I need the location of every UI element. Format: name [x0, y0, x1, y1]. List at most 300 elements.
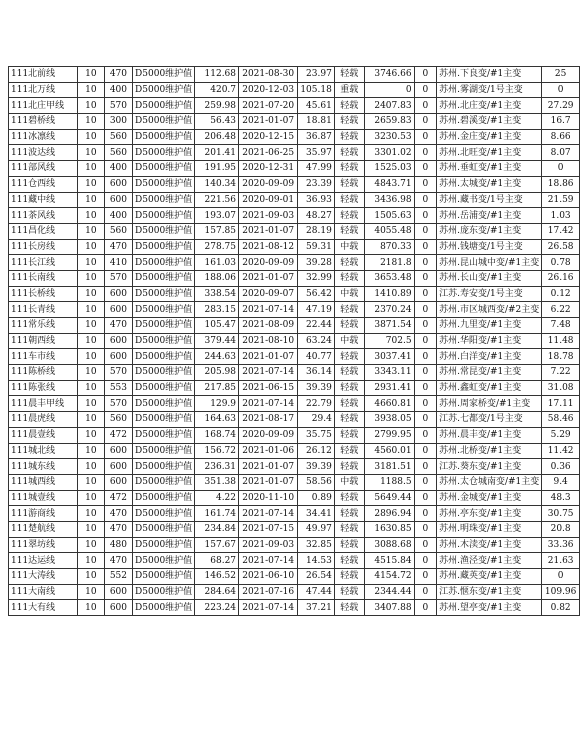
cell-load-status: 轻载 [334, 255, 364, 271]
cell-capacity: 600 [104, 584, 132, 600]
cell-current: 217.85 [195, 380, 239, 396]
cell-source: D5000维护值 [133, 208, 195, 224]
cell-substation: 江苏.寿安变/1号主变 [437, 286, 542, 302]
cell-substation: 苏州.明珠变/#1主变 [437, 521, 542, 537]
cell-voltage: 10 [77, 145, 104, 161]
cell-line-name: 111大涛线 [9, 569, 78, 585]
cell-load-rate: 39.39 [298, 380, 335, 396]
cell-line-name: 111冰凛线 [9, 129, 78, 145]
cell-load-status: 轻载 [334, 459, 364, 475]
cell-remaining: 26.58 [542, 239, 580, 255]
cell-current: 191.95 [195, 161, 239, 177]
table-row [9, 474, 580, 490]
cell-capacity: 600 [104, 333, 132, 349]
cell-line-name: 111藏中线 [9, 192, 78, 208]
table-row [9, 161, 580, 177]
cell-zero-flag: 0 [414, 427, 437, 443]
table-row [9, 114, 580, 130]
cell-capacity: 570 [104, 98, 132, 114]
cell-date: 2021-08-17 [239, 412, 298, 428]
cell-load-rate: 40.77 [298, 349, 335, 365]
cell-capacity: 400 [104, 82, 132, 98]
cell-capacity: 552 [104, 569, 132, 585]
cell-date: 2021-08-12 [239, 239, 298, 255]
cell-zero-flag: 0 [414, 67, 437, 83]
cell-line-name: 111车市线 [9, 349, 78, 365]
cell-current: 56.43 [195, 114, 239, 130]
cell-available-capacity: 2659.83 [364, 114, 414, 130]
table-row [9, 553, 580, 569]
cell-source: D5000维护值 [133, 114, 195, 130]
cell-available-capacity: 1188.5 [364, 474, 414, 490]
cell-current: 244.63 [195, 349, 239, 365]
cell-voltage: 10 [77, 521, 104, 537]
cell-remaining: 30.75 [542, 506, 580, 522]
cell-date: 2021-06-10 [239, 569, 298, 585]
cell-available-capacity: 2896.94 [364, 506, 414, 522]
cell-date: 2021-01-07 [239, 474, 298, 490]
cell-available-capacity: 4660.81 [364, 396, 414, 412]
cell-date: 2021-07-14 [239, 600, 298, 616]
cell-zero-flag: 0 [414, 223, 437, 239]
cell-line-name: 111晨丰甲线 [9, 396, 78, 412]
cell-available-capacity: 3436.98 [364, 192, 414, 208]
cell-zero-flag: 0 [414, 521, 437, 537]
table-row [9, 569, 580, 585]
cell-source: D5000维护值 [133, 270, 195, 286]
cell-voltage: 10 [77, 129, 104, 145]
cell-substation: 江苏.七都变/1号主变 [437, 412, 542, 428]
cell-voltage: 10 [77, 584, 104, 600]
cell-line-name: 111城西线 [9, 474, 78, 490]
table-row [9, 349, 580, 365]
cell-line-name: 111晨壹线 [9, 427, 78, 443]
cell-substation: 苏州.北庄变/#1主变 [437, 98, 542, 114]
cell-available-capacity: 4515.84 [364, 553, 414, 569]
cell-current: 283.15 [195, 302, 239, 318]
cell-line-name: 111长青线 [9, 302, 78, 318]
table-row [9, 506, 580, 522]
cell-load-rate: 47.19 [298, 302, 335, 318]
cell-remaining: 27.29 [542, 98, 580, 114]
cell-zero-flag: 0 [414, 553, 437, 569]
cell-voltage: 10 [77, 380, 104, 396]
cell-source: D5000维护值 [133, 474, 195, 490]
cell-current: 193.07 [195, 208, 239, 224]
cell-current: 221.56 [195, 192, 239, 208]
cell-zero-flag: 0 [414, 286, 437, 302]
cell-current: 223.24 [195, 600, 239, 616]
cell-current: 168.74 [195, 427, 239, 443]
cell-current: 156.72 [195, 443, 239, 459]
cell-source: D5000维护值 [133, 98, 195, 114]
cell-line-name: 111北前线 [9, 67, 78, 83]
cell-zero-flag: 0 [414, 443, 437, 459]
cell-capacity: 600 [104, 459, 132, 475]
cell-voltage: 10 [77, 459, 104, 475]
cell-available-capacity: 2799.95 [364, 427, 414, 443]
cell-available-capacity: 870.33 [364, 239, 414, 255]
cell-source: D5000维护值 [133, 318, 195, 334]
cell-remaining: 20.8 [542, 521, 580, 537]
cell-date: 2021-01-07 [239, 223, 298, 239]
cell-line-name: 111达运线 [9, 553, 78, 569]
cell-line-name: 111楚航线 [9, 521, 78, 537]
cell-voltage: 10 [77, 349, 104, 365]
cell-date: 2021-07-14 [239, 365, 298, 381]
cell-remaining: 6.22 [542, 302, 580, 318]
cell-substation: 苏州.太城变/#1主变 [437, 176, 542, 192]
cell-current: 157.85 [195, 223, 239, 239]
cell-available-capacity: 3301.02 [364, 145, 414, 161]
table-row [9, 600, 580, 616]
cell-load-status: 轻载 [334, 270, 364, 286]
table-row [9, 380, 580, 396]
cell-remaining: 0.82 [542, 600, 580, 616]
cell-date: 2021-07-16 [239, 584, 298, 600]
cell-date: 2021-08-09 [239, 318, 298, 334]
cell-available-capacity: 3230.53 [364, 129, 414, 145]
cell-available-capacity: 4055.48 [364, 223, 414, 239]
cell-line-name: 111城壹线 [9, 490, 78, 506]
cell-load-rate: 26.12 [298, 443, 335, 459]
cell-capacity: 600 [104, 302, 132, 318]
cell-current: 105.47 [195, 318, 239, 334]
cell-remaining: 48.3 [542, 490, 580, 506]
cell-load-status: 轻载 [334, 490, 364, 506]
cell-line-name: 111陈张线 [9, 380, 78, 396]
cell-substation: 苏州.金庄变/#1主变 [437, 129, 542, 145]
cell-remaining: 0 [542, 82, 580, 98]
cell-line-name: 111仓西线 [9, 176, 78, 192]
cell-load-status: 轻载 [334, 506, 364, 522]
cell-substation: 苏州.垂虹变/#1主变 [437, 161, 542, 177]
cell-substation: 苏州.昆山城中变/#1主变 [437, 255, 542, 271]
cell-source: D5000维护值 [133, 427, 195, 443]
table-body [9, 67, 580, 616]
cell-line-name: 111常乐线 [9, 318, 78, 334]
cell-voltage: 10 [77, 537, 104, 553]
cell-current: 68.27 [195, 553, 239, 569]
cell-date: 2021-07-14 [239, 553, 298, 569]
cell-source: D5000维护值 [133, 537, 195, 553]
cell-load-status: 轻载 [334, 129, 364, 145]
table-row [9, 443, 580, 459]
cell-line-name: 111长江线 [9, 255, 78, 271]
cell-zero-flag: 0 [414, 145, 437, 161]
cell-capacity: 410 [104, 255, 132, 271]
cell-date: 2020-09-09 [239, 427, 298, 443]
cell-line-name: 111碧桥线 [9, 114, 78, 130]
cell-date: 2021-07-14 [239, 302, 298, 318]
cell-source: D5000维护值 [133, 584, 195, 600]
cell-zero-flag: 0 [414, 459, 437, 475]
cell-substation: 苏州.晨丰变/#1主变 [437, 427, 542, 443]
cell-capacity: 472 [104, 427, 132, 443]
cell-load-status: 轻载 [334, 145, 364, 161]
cell-voltage: 10 [77, 333, 104, 349]
cell-load-status: 中载 [334, 239, 364, 255]
cell-available-capacity: 3343.11 [364, 365, 414, 381]
cell-zero-flag: 0 [414, 239, 437, 255]
cell-capacity: 600 [104, 349, 132, 365]
cell-date: 2021-01-07 [239, 114, 298, 130]
cell-source: D5000维护值 [133, 506, 195, 522]
cell-zero-flag: 0 [414, 396, 437, 412]
cell-capacity: 600 [104, 286, 132, 302]
cell-remaining: 5.29 [542, 427, 580, 443]
cell-substation: 苏州.雾湖变/1号主变 [437, 82, 542, 98]
cell-zero-flag: 0 [414, 129, 437, 145]
cell-source: D5000维护值 [133, 365, 195, 381]
cell-substation: 苏州.华阳变/#1主变 [437, 333, 542, 349]
cell-capacity: 470 [104, 318, 132, 334]
cell-load-rate: 45.61 [298, 98, 335, 114]
cell-load-rate: 49.97 [298, 521, 335, 537]
cell-line-name: 111北庄甲线 [9, 98, 78, 114]
cell-voltage: 10 [77, 443, 104, 459]
cell-voltage: 10 [77, 176, 104, 192]
cell-available-capacity: 3037.41 [364, 349, 414, 365]
table-row [9, 145, 580, 161]
cell-line-name: 111城东线 [9, 459, 78, 475]
cell-current: 4.22 [195, 490, 239, 506]
cell-remaining: 0 [542, 161, 580, 177]
cell-line-name: 111陈桥线 [9, 365, 78, 381]
cell-load-status: 轻载 [334, 98, 364, 114]
cell-zero-flag: 0 [414, 349, 437, 365]
cell-load-status: 中载 [334, 333, 364, 349]
cell-substation: 苏州.亭东变/#1主变 [437, 506, 542, 522]
cell-load-status: 轻载 [334, 569, 364, 585]
cell-zero-flag: 0 [414, 176, 437, 192]
table-row [9, 412, 580, 428]
cell-capacity: 470 [104, 506, 132, 522]
cell-substation: 苏州.北桥变/#1主变 [437, 443, 542, 459]
cell-load-rate: 18.81 [298, 114, 335, 130]
table-row [9, 302, 580, 318]
cell-substation: 苏州.鑫虹变/#1主变 [437, 380, 542, 396]
cell-current: 201.41 [195, 145, 239, 161]
cell-line-name: 111茶风线 [9, 208, 78, 224]
cell-date: 2021-08-30 [239, 67, 298, 83]
table-row [9, 521, 580, 537]
cell-load-status: 轻载 [334, 114, 364, 130]
cell-source: D5000维护值 [133, 223, 195, 239]
cell-source: D5000维护值 [133, 333, 195, 349]
table-row [9, 82, 580, 98]
cell-zero-flag: 0 [414, 208, 437, 224]
cell-load-rate: 36.87 [298, 129, 335, 145]
cell-load-status: 轻载 [334, 380, 364, 396]
cell-load-rate: 29.4 [298, 412, 335, 428]
cell-line-name: 111波达线 [9, 145, 78, 161]
cell-remaining: 21.63 [542, 553, 580, 569]
cell-source: D5000维护值 [133, 82, 195, 98]
cell-voltage: 10 [77, 412, 104, 428]
cell-load-rate: 63.24 [298, 333, 335, 349]
cell-substation: 苏州.周家桥变/#1主变 [437, 396, 542, 412]
cell-load-status: 轻载 [334, 396, 364, 412]
cell-load-status: 轻载 [334, 349, 364, 365]
cell-load-status: 轻载 [334, 208, 364, 224]
cell-capacity: 470 [104, 553, 132, 569]
cell-substation: 江苏.葵东变/#1主变 [437, 459, 542, 475]
cell-voltage: 10 [77, 208, 104, 224]
cell-substation: 苏州.庞东变/#1主变 [437, 223, 542, 239]
cell-capacity: 400 [104, 161, 132, 177]
cell-current: 205.98 [195, 365, 239, 381]
cell-current: 157.67 [195, 537, 239, 553]
cell-current: 259.98 [195, 98, 239, 114]
table-row [9, 129, 580, 145]
cell-load-rate: 23.97 [298, 67, 335, 83]
cell-date: 2021-09-03 [239, 208, 298, 224]
cell-available-capacity: 3871.54 [364, 318, 414, 334]
cell-date: 2021-07-20 [239, 98, 298, 114]
cell-available-capacity: 1505.63 [364, 208, 414, 224]
cell-source: D5000维护值 [133, 255, 195, 271]
cell-remaining: 11.42 [542, 443, 580, 459]
cell-remaining: 0.12 [542, 286, 580, 302]
cell-date: 2021-01-06 [239, 443, 298, 459]
cell-remaining: 33.36 [542, 537, 580, 553]
cell-zero-flag: 0 [414, 584, 437, 600]
cell-source: D5000维护值 [133, 129, 195, 145]
cell-capacity: 470 [104, 67, 132, 83]
cell-line-name: 111昌化线 [9, 223, 78, 239]
cell-date: 2021-06-25 [239, 145, 298, 161]
cell-zero-flag: 0 [414, 161, 437, 177]
cell-load-status: 轻载 [334, 537, 364, 553]
cell-source: D5000维护值 [133, 600, 195, 616]
cell-load-status: 中载 [334, 474, 364, 490]
cell-available-capacity: 1525.03 [364, 161, 414, 177]
cell-remaining: 16.7 [542, 114, 580, 130]
table-row [9, 98, 580, 114]
cell-capacity: 560 [104, 412, 132, 428]
cell-available-capacity: 1630.85 [364, 521, 414, 537]
cell-date: 2020-09-09 [239, 176, 298, 192]
cell-date: 2021-09-03 [239, 537, 298, 553]
cell-voltage: 10 [77, 67, 104, 83]
cell-current: 338.54 [195, 286, 239, 302]
cell-available-capacity: 5649.44 [364, 490, 414, 506]
cell-load-status: 轻载 [334, 302, 364, 318]
cell-load-rate: 48.27 [298, 208, 335, 224]
table-row [9, 537, 580, 553]
cell-date: 2021-07-14 [239, 506, 298, 522]
cell-load-status: 轻载 [334, 427, 364, 443]
cell-voltage: 10 [77, 255, 104, 271]
cell-remaining: 58.46 [542, 412, 580, 428]
cell-current: 278.75 [195, 239, 239, 255]
cell-substation: 苏州.市区城西变/#2主变 [437, 302, 542, 318]
cell-substation: 江苏.惬东变/#1主变 [437, 584, 542, 600]
cell-date: 2020-12-15 [239, 129, 298, 145]
cell-substation: 苏州.北旺变/#1主变 [437, 145, 542, 161]
cell-date: 2021-01-07 [239, 459, 298, 475]
cell-date: 2021-08-10 [239, 333, 298, 349]
cell-voltage: 10 [77, 427, 104, 443]
table-row [9, 239, 580, 255]
cell-substation: 苏州.白洋变/#1主变 [437, 349, 542, 365]
cell-load-status: 轻载 [334, 584, 364, 600]
cell-source: D5000维护值 [133, 176, 195, 192]
cell-load-rate: 105.18 [298, 82, 335, 98]
cell-voltage: 10 [77, 600, 104, 616]
cell-substation: 苏州.长山变/#1主变 [437, 270, 542, 286]
cell-remaining: 9.4 [542, 474, 580, 490]
data-table [8, 66, 580, 616]
cell-capacity: 600 [104, 176, 132, 192]
cell-source: D5000维护值 [133, 145, 195, 161]
cell-zero-flag: 0 [414, 192, 437, 208]
cell-voltage: 10 [77, 506, 104, 522]
cell-current: 164.63 [195, 412, 239, 428]
cell-zero-flag: 0 [414, 537, 437, 553]
cell-current: 284.64 [195, 584, 239, 600]
cell-load-status: 轻载 [334, 553, 364, 569]
cell-remaining: 18.86 [542, 176, 580, 192]
table-row [9, 333, 580, 349]
cell-date: 2021-01-07 [239, 349, 298, 365]
table-row [9, 208, 580, 224]
cell-line-name: 111大南线 [9, 584, 78, 600]
cell-substation: 苏州.钱塘变/1号主变 [437, 239, 542, 255]
cell-remaining: 7.48 [542, 318, 580, 334]
cell-voltage: 10 [77, 569, 104, 585]
cell-load-rate: 58.56 [298, 474, 335, 490]
cell-available-capacity: 4843.71 [364, 176, 414, 192]
cell-remaining: 17.42 [542, 223, 580, 239]
cell-substation: 苏州.九里变/#1主变 [437, 318, 542, 334]
cell-current: 236.31 [195, 459, 239, 475]
cell-load-rate: 39.28 [298, 255, 335, 271]
cell-remaining: 109.96 [542, 584, 580, 600]
cell-remaining: 0.78 [542, 255, 580, 271]
cell-remaining: 8.07 [542, 145, 580, 161]
cell-line-name: 111城北线 [9, 443, 78, 459]
cell-source: D5000维护值 [133, 67, 195, 83]
cell-load-rate: 22.44 [298, 318, 335, 334]
cell-substation: 苏州.常昆变/#1主变 [437, 365, 542, 381]
cell-load-rate: 39.39 [298, 459, 335, 475]
cell-source: D5000维护值 [133, 396, 195, 412]
cell-substation: 苏州.太仓城南变/#1主变 [437, 474, 542, 490]
cell-voltage: 10 [77, 192, 104, 208]
cell-zero-flag: 0 [414, 506, 437, 522]
cell-zero-flag: 0 [414, 318, 437, 334]
cell-line-name: 111长桥线 [9, 286, 78, 302]
cell-remaining: 7.22 [542, 365, 580, 381]
cell-load-rate: 28.19 [298, 223, 335, 239]
table-row [9, 67, 580, 83]
cell-load-rate: 22.79 [298, 396, 335, 412]
cell-load-rate: 26.54 [298, 569, 335, 585]
cell-available-capacity: 1410.89 [364, 286, 414, 302]
cell-zero-flag: 0 [414, 98, 437, 114]
cell-source: D5000维护值 [133, 490, 195, 506]
cell-substation: 苏州.碧溪变/#1主变 [437, 114, 542, 130]
cell-current: 140.34 [195, 176, 239, 192]
cell-available-capacity: 3938.05 [364, 412, 414, 428]
cell-load-status: 轻载 [334, 176, 364, 192]
cell-voltage: 10 [77, 474, 104, 490]
cell-available-capacity: 4154.72 [364, 569, 414, 585]
cell-current: 129.9 [195, 396, 239, 412]
cell-remaining: 25 [542, 67, 580, 83]
